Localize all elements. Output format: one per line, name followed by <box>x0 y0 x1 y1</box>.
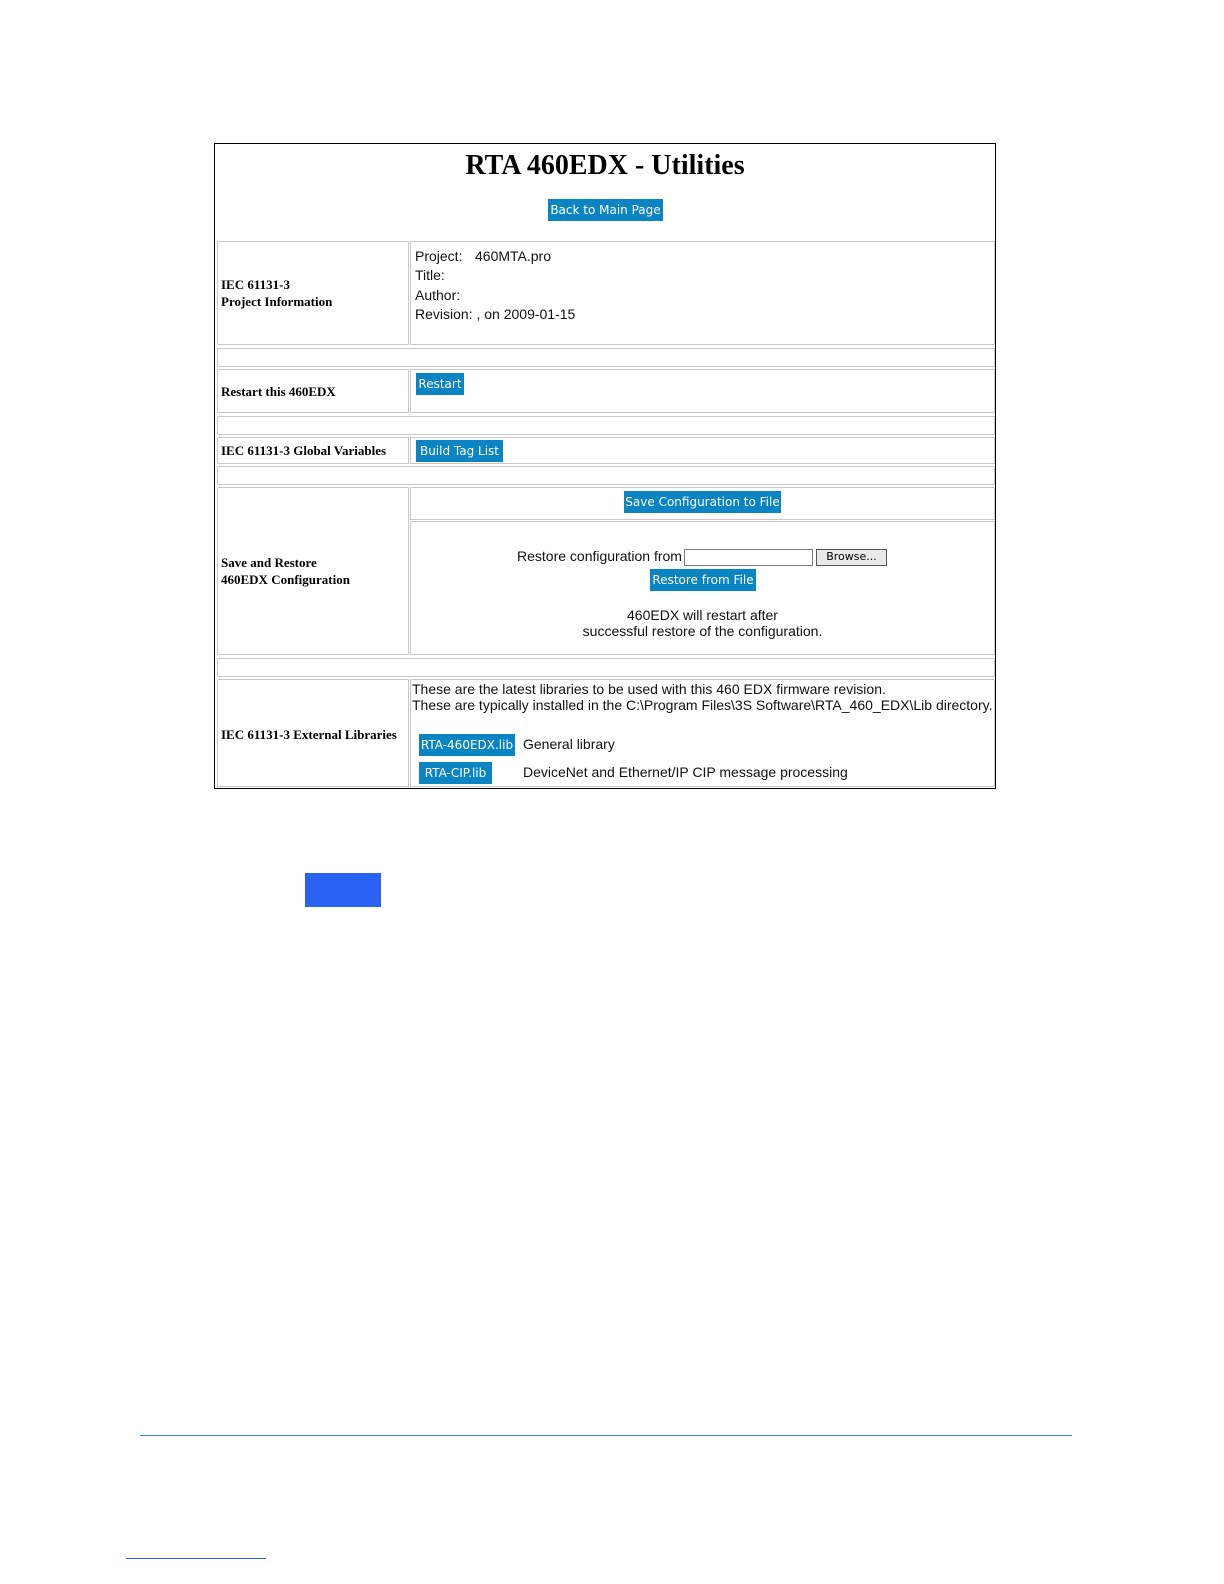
spacer-row <box>217 466 995 485</box>
author-label: Author: <box>415 287 461 303</box>
restart-label-cell <box>217 369 409 413</box>
restart-button[interactable]: Restart <box>416 373 464 395</box>
spacer-row <box>217 348 995 367</box>
restore-config-cell <box>410 521 995 655</box>
rta-460edx-lib-link[interactable]: RTA-460EDX.lib <box>419 734 515 756</box>
save-configuration-button[interactable]: Save Configuration to File <box>624 491 781 513</box>
restore-note-line2: successful restore of the configuration. <box>582 623 823 639</box>
highlight-box <box>305 873 381 907</box>
global-vars-action-cell <box>410 437 995 464</box>
libraries-intro-line1: These are the latest libraries to be used with this 460 EDX firmware revision. <box>412 681 886 697</box>
project-info-label-cell <box>217 241 409 345</box>
save-restore-label-line1: Save and Restore <box>221 555 317 570</box>
save-config-cell <box>410 487 995 520</box>
global-vars-label: IEC 61131-3 Global Variables <box>221 443 387 458</box>
restart-label: Restart this 460EDX <box>221 384 336 399</box>
utilities-panel <box>214 143 996 789</box>
restore-note-line1: 460EDX will restart after <box>627 607 778 623</box>
revision-line: Revision: , on 2009-01-15 <box>415 306 576 322</box>
restore-file-input[interactable] <box>684 549 813 566</box>
project-info-label-line2: Project Information <box>221 294 333 309</box>
spacer-row <box>217 416 995 435</box>
global-vars-label-cell <box>217 437 409 464</box>
project-label: Project: <box>415 248 463 264</box>
restore-from-label: Restore configuration from <box>517 548 682 564</box>
project-info-label-line1: IEC 61131-3 <box>221 277 290 292</box>
back-to-main-button[interactable]: Back to Main Page <box>548 199 663 221</box>
save-restore-label-cell <box>217 487 409 655</box>
browse-button[interactable]: Browse... <box>816 549 887 566</box>
libraries-content-cell <box>410 679 995 787</box>
footer-divider <box>140 1435 1072 1436</box>
build-tag-list-button[interactable]: Build Tag List <box>416 440 503 462</box>
restore-from-file-button[interactable]: Restore from File <box>650 569 756 591</box>
save-restore-label-line2: 460EDX Configuration <box>221 572 350 587</box>
restart-action-cell <box>410 369 995 413</box>
footer-link-underline <box>126 1558 266 1559</box>
libraries-intro-line2: These are typically installed in the C:\Program Files\3S Software\RTA_460_EDX\Lib directory. <box>412 697 993 713</box>
libraries-label-cell <box>217 679 409 787</box>
project-value: 460MTA.pro <box>475 248 551 264</box>
rta-cip-lib-link[interactable]: RTA-CIP.lib <box>419 762 492 784</box>
title-label: Title: <box>415 267 445 283</box>
project-info-value-cell <box>410 241 995 345</box>
spacer-row <box>217 658 995 677</box>
library-description: General library <box>523 736 615 752</box>
page-title: RTA 460EDX - Utilities <box>465 150 745 181</box>
libraries-label: IEC 61131-3 External Libraries <box>221 727 397 742</box>
library-description: DeviceNet and Ethernet/IP CIP message processing <box>523 764 848 780</box>
